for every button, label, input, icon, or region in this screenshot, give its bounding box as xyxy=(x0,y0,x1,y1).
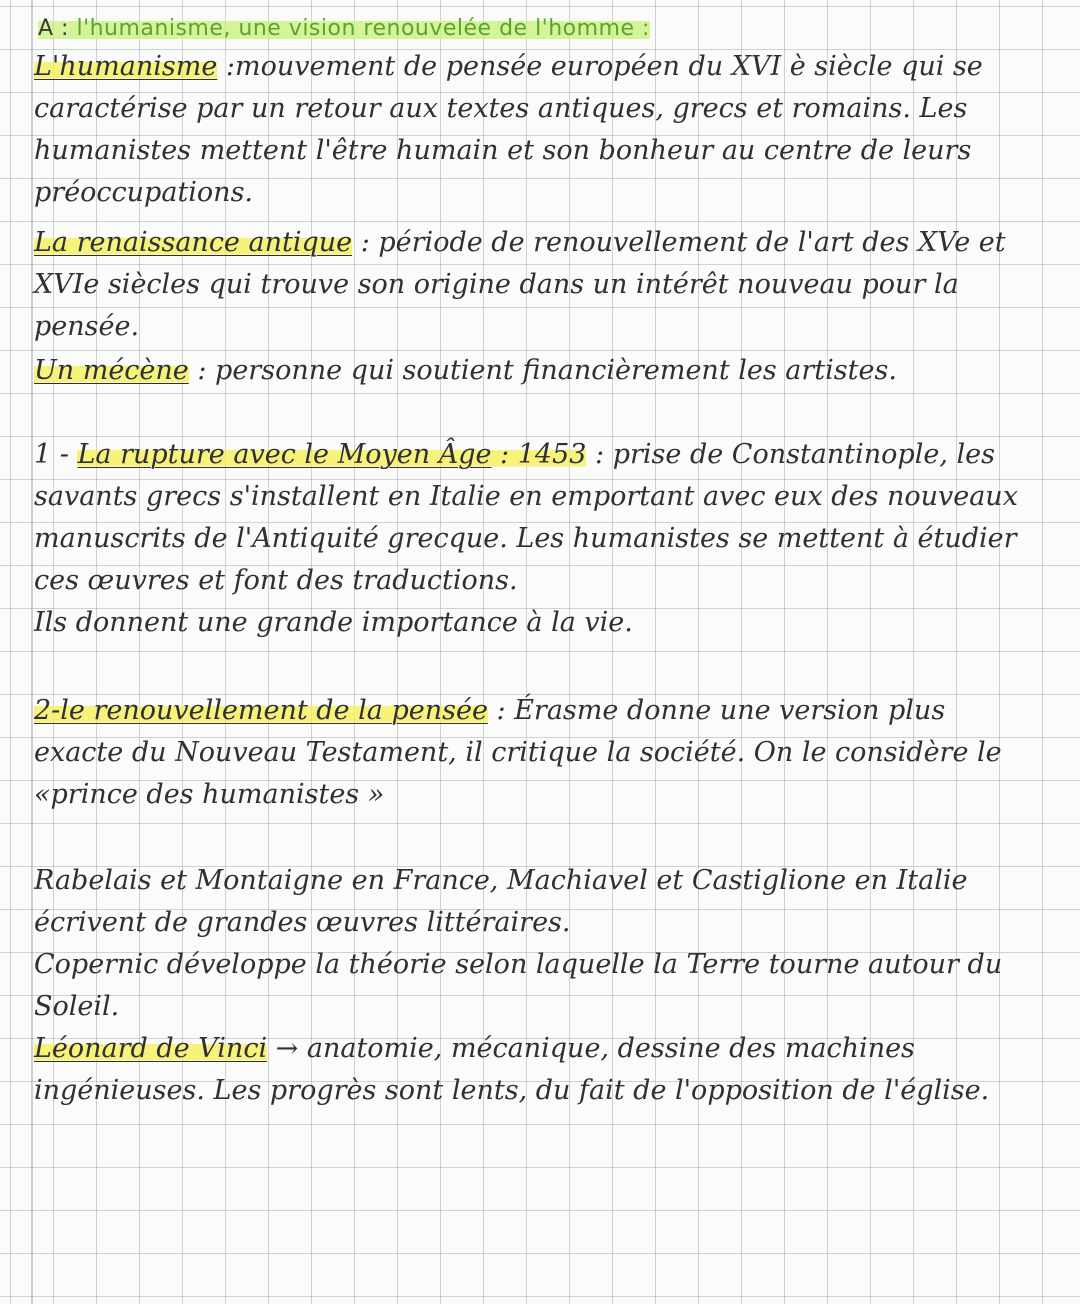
section-1-date: : 1453 xyxy=(491,439,587,470)
term-humanisme: L'humanisme xyxy=(34,51,218,82)
paragraph-writers xyxy=(34,860,1040,1028)
definition-renaissance-text: : période de renouvellement de l'art des XVe et XVIe siècles qui trouve son origine dans un intérêt nouveau pour la pensée. xyxy=(34,227,1006,342)
vinci-subject: Léonard de Vinci xyxy=(34,1033,268,1064)
copernic-line: Copernic développe la théorie selon laquelle la Terre tourne autour du Soleil. xyxy=(34,949,1003,1022)
term-renaissance: La renaissance antique xyxy=(34,227,353,258)
definition-mecene-text: : personne qui soutient financièrement les artistes. xyxy=(188,355,897,386)
writers-line: Rabelais et Montaigne en France, Machiavel et Castiglione en Italie écrivent de grandes œuvres littéraires. xyxy=(34,865,968,938)
definition-mecene xyxy=(34,350,1040,392)
section-1-text-2: Ils donnent une grande importance à la vie. xyxy=(34,607,633,638)
vinci-arrow: → xyxy=(267,1033,307,1064)
vinci-text: anatomie, mécanique, dessine des machines ingénieuses. Les progrès sont lents, du fait de l'opposition de l'église. xyxy=(34,1033,990,1106)
term-mecene: Un mécène xyxy=(34,355,189,386)
section-2-text: : Érasme donne une version plus exacte du Nouveau Testament, il critique la société. On le considère le «prince des humanistes » xyxy=(34,695,1002,810)
section-1-heading: La rupture avec le Moyen Âge xyxy=(77,439,492,470)
title-prefix: A : xyxy=(38,16,77,41)
section-1-number: 1 - xyxy=(34,439,78,470)
section-1 xyxy=(34,434,1040,644)
section-1-text: : prise de Constantinople, les savants grecs s'installent en Italie en emportant avec eux des nouveaux manuscrits de l'Antiquité grecque. Les humanistes se mettent à étudier ces œuvres et font des traductions. xyxy=(34,439,1018,596)
section-2 xyxy=(34,690,1040,816)
definition-humanisme xyxy=(34,46,1040,214)
title-text: l'humanisme, une vision renouvelée de l'homme : xyxy=(76,16,650,41)
definition-renaissance xyxy=(34,222,1040,348)
section-title xyxy=(38,8,650,50)
paragraph-vinci xyxy=(34,1028,1040,1112)
definition-humanisme-text: :mouvement de pensée européen du XVI è siècle qui se caractérise par un retour aux textes antiques, grecs et romains. Les humanistes mettent l'être humain et son bonheur au centre de leurs préoccupations. xyxy=(34,51,983,208)
margin-line xyxy=(31,0,33,1304)
section-2-heading: 2-le renouvellement de la pensée xyxy=(34,695,488,726)
